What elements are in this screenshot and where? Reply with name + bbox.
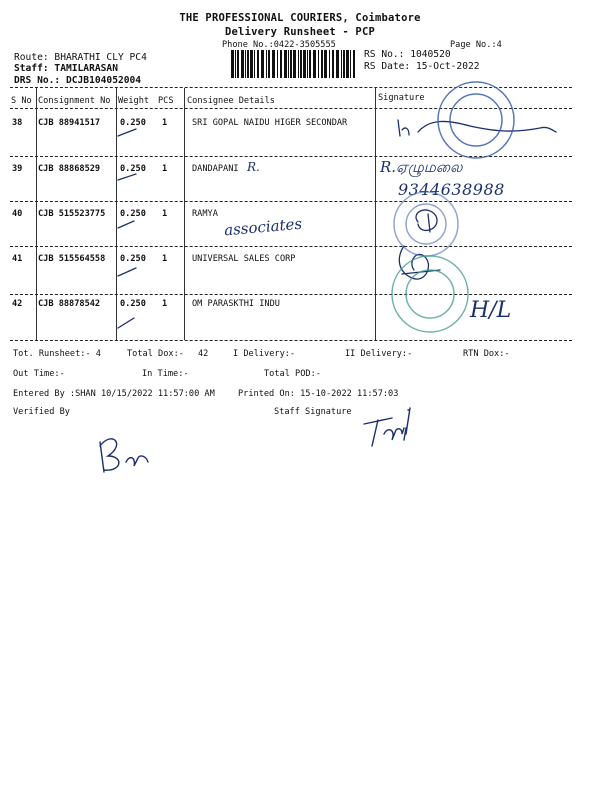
rs-date: RS Date: 15-Oct-2022 <box>364 61 480 72</box>
route-label: Route: BHARATHI CLY PC4 <box>14 52 147 63</box>
row-sno: 39 <box>12 164 23 174</box>
col-header-weight: Weight <box>118 96 150 106</box>
seal-stamp <box>438 82 514 158</box>
tick-mark <box>118 221 134 228</box>
barcode-bar <box>336 50 339 78</box>
row-weight: 0.250 <box>120 209 146 219</box>
barcode-bar <box>231 50 234 78</box>
col-divider <box>116 88 117 340</box>
phone-number: Phone No.:0422-3505555 <box>222 40 336 50</box>
out-time: Out Time:- <box>13 369 65 379</box>
handwritten-initials: H/L <box>470 298 512 323</box>
table-header-rule <box>10 108 572 109</box>
barcode-bar <box>293 50 296 78</box>
row-rule <box>10 201 572 202</box>
barcode-bar <box>353 50 355 78</box>
barcode-bar <box>247 50 249 78</box>
printed-on: Printed On: 15-10-2022 11:57:03 <box>238 389 399 399</box>
runsheet-title: Delivery Runsheet - PCP <box>225 26 375 38</box>
row-sno: 41 <box>12 254 23 264</box>
total-pod: Total POD:- <box>264 369 321 379</box>
barcode-bar <box>309 50 311 78</box>
rtn-dox: RTN Dox:- <box>463 349 510 359</box>
tick-mark <box>118 174 136 180</box>
col-divider <box>184 88 185 340</box>
row-sno: 42 <box>12 299 23 309</box>
table-bottom-rule <box>10 340 572 341</box>
tick-mark <box>118 129 136 136</box>
total-dox-value: 42 <box>198 349 209 359</box>
row-sno: 40 <box>12 209 23 219</box>
col-header-consignee: Consignee Details <box>187 96 275 106</box>
barcode-bar <box>341 50 342 78</box>
handwritten-receiver-name: R.ஏழுமலை <box>380 158 463 176</box>
barcode-bar <box>318 50 319 78</box>
col-header-consignment: Consignment No <box>38 96 111 106</box>
row-consignment: CJB 88878542 <box>38 299 101 309</box>
page-number: Page No.:4 <box>450 40 502 50</box>
barcode-bar <box>241 50 244 78</box>
barcode-bar <box>350 50 351 78</box>
col-header-sno: S No <box>11 96 32 106</box>
row-weight: 0.250 <box>120 254 146 264</box>
row-consignee: OM PARASKTHI INDU <box>192 299 280 309</box>
row-consignee: RAMYA <box>192 209 218 219</box>
row-pcs: 1 <box>162 209 168 219</box>
barcode-bar <box>300 50 302 78</box>
barcode-bar <box>254 50 255 78</box>
row-rule <box>10 156 572 157</box>
staff-signature <box>364 408 410 446</box>
in-time: In Time:- <box>142 369 189 379</box>
entered-by: Entered By :SHAN 10/15/2022 11:57:00 AM <box>13 389 215 399</box>
total-dox-label: Total Dox:- <box>127 349 184 359</box>
row-consignment: CJB 515564558 <box>38 254 106 264</box>
signature-scribble <box>399 246 440 279</box>
row-weight: 0.250 <box>120 299 146 309</box>
row-consignment: CJB 88941517 <box>38 118 101 128</box>
row-consignment: CJB 515523775 <box>38 209 106 219</box>
row-consignee: SRI GOPAL NAIDU HIGER SECONDAR <box>192 118 348 128</box>
barcode-bar <box>280 50 282 78</box>
row-pcs: 1 <box>162 164 168 174</box>
company-title: THE PROFESSIONAL COURIERS, Coimbatore <box>179 12 421 24</box>
barcode-bar <box>290 50 292 78</box>
row-pcs: 1 <box>162 299 168 309</box>
tot-runsheet: Tot. Runsheet:- 4 <box>13 349 101 359</box>
barcode-bar <box>321 50 323 78</box>
barcode-bar <box>329 50 330 78</box>
row-sno: 38 <box>12 118 23 128</box>
row-rule <box>10 246 572 247</box>
handwritten-phone-number: 9344638988 <box>398 180 505 199</box>
barcode-bar <box>307 50 308 78</box>
col-divider <box>36 88 37 340</box>
rs-number: RS No.: 1040520 <box>364 49 451 60</box>
col-header-signature: Signature <box>378 93 425 103</box>
barcode-bar <box>237 50 239 78</box>
verified-by-label: Verified By <box>13 407 70 417</box>
barcode-bar <box>250 50 253 78</box>
barcode-bar <box>261 50 264 78</box>
barcode-bar <box>257 50 259 78</box>
barcode-bar <box>288 50 289 78</box>
i-delivery: I Delivery:- <box>233 349 296 359</box>
barcode-bar <box>277 50 278 78</box>
handwritten-initial: R. <box>247 160 260 174</box>
ii-delivery: II Delivery:- <box>345 349 413 359</box>
barcode-bar <box>266 50 267 78</box>
tick-mark <box>118 268 136 276</box>
row-pcs: 1 <box>162 254 168 264</box>
barcode-bar <box>346 50 349 78</box>
row-pcs: 1 <box>162 118 168 128</box>
handwritten-associates: associates <box>223 214 303 240</box>
barcode-bar <box>303 50 306 78</box>
row-consignee: DANDAPANI <box>192 164 239 174</box>
staff-signature-label: Staff Signature <box>274 407 352 417</box>
barcode-bar <box>268 50 270 78</box>
row-weight: 0.250 <box>120 118 146 128</box>
signature-scribble <box>416 210 437 232</box>
row-weight: 0.250 <box>120 164 146 174</box>
barcode <box>231 50 355 78</box>
tick-mark <box>118 318 134 328</box>
staff-label: Staff: TAMILARASAN <box>14 63 118 74</box>
barcode-bar <box>324 50 327 78</box>
barcode-bar <box>284 50 287 78</box>
barcode-bar <box>245 50 246 78</box>
row-rule <box>10 294 572 295</box>
col-divider <box>375 88 376 340</box>
row-consignee: UNIVERSAL SALES CORP <box>192 254 296 264</box>
verified-signature <box>100 439 148 472</box>
barcode-bar <box>272 50 275 78</box>
signature-scribble <box>398 120 556 136</box>
barcode-bar <box>235 50 236 78</box>
drs-number: DRS No.: DCJB104052004 <box>14 75 142 86</box>
barcode-bar <box>343 50 345 78</box>
barcode-bar <box>298 50 299 78</box>
table-top-rule <box>10 87 572 88</box>
col-header-pcs: PCS <box>158 96 174 106</box>
barcode-bar <box>332 50 334 78</box>
row-consignment: CJB 88868529 <box>38 164 101 174</box>
barcode-bar <box>313 50 316 78</box>
